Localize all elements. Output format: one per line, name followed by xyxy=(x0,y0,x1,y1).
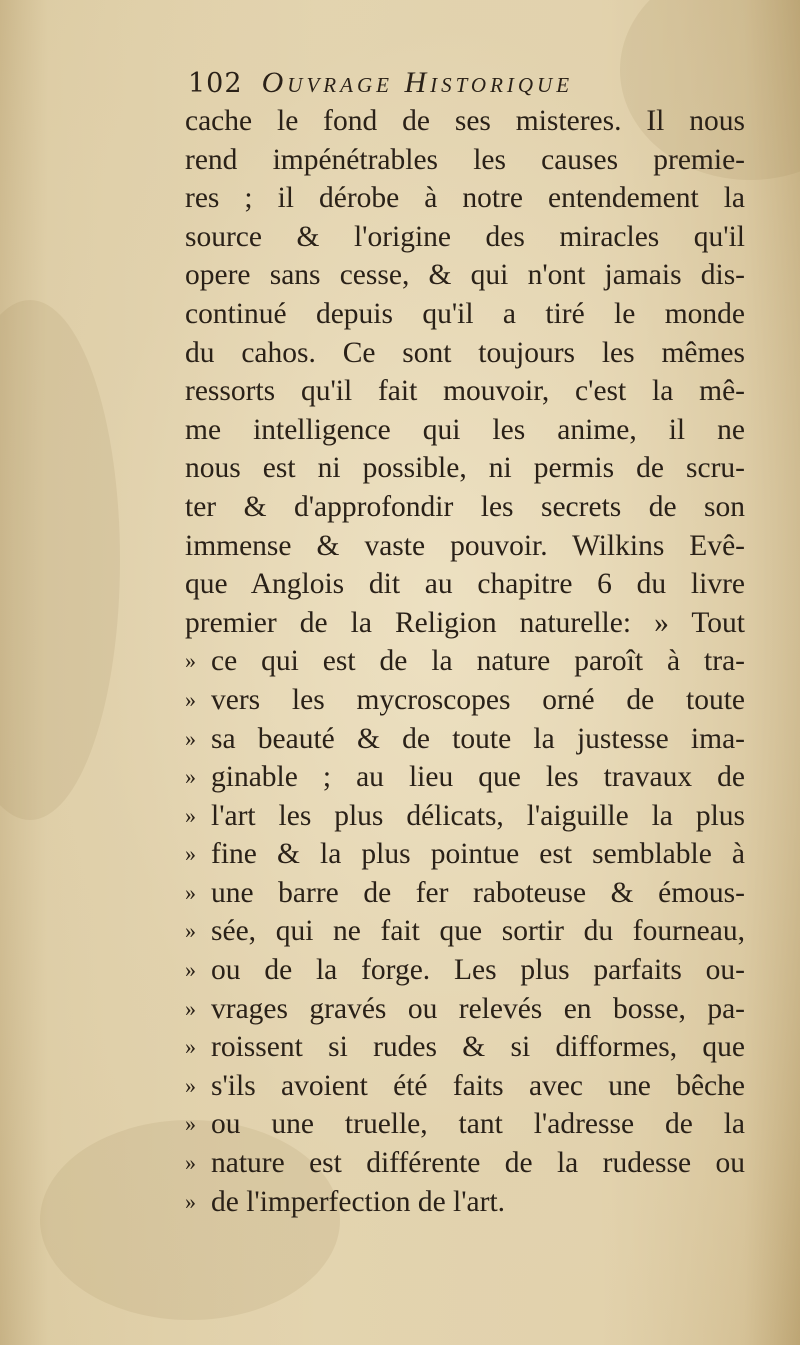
quote-line xyxy=(185,912,745,951)
quote-mark: » xyxy=(185,1111,196,1137)
text-line: continué depuis qu'il a tiré le monde xyxy=(185,297,745,330)
quote-text: vrages gravés ou relevés en bosse, pa- xyxy=(211,992,745,1025)
quote-line xyxy=(185,1183,745,1222)
text-line: me intelligence qui les anime, il ne xyxy=(185,413,745,446)
quote-mark: » xyxy=(185,841,196,867)
running-title: Ouvrage Historique xyxy=(261,66,574,99)
quote-line xyxy=(185,1105,745,1144)
text-line: du cahos. Ce sont toujours les mêmes xyxy=(185,336,745,369)
quote-text: nature est différente de la rudesse ou xyxy=(211,1147,745,1180)
quote-text: roissent si rudes & si difformes, que xyxy=(211,1031,745,1064)
quote-text: sa beauté & de toute la justesse ima- xyxy=(211,722,745,755)
text-line: que Anglois dit au chapitre 6 du livre xyxy=(185,568,745,601)
quote-line xyxy=(185,1028,745,1067)
text-line: cache le fond de ses misteres. Il nous xyxy=(185,105,745,137)
paper-stain xyxy=(0,300,120,820)
quote-line xyxy=(185,797,745,836)
quote-line xyxy=(185,758,745,797)
text-line: ter & d'approfondir les secrets de son xyxy=(185,490,745,523)
text-line: immense & vaste pouvoir. Wilkins Evê- xyxy=(185,529,745,562)
quote-text: ou de la forge. Les plus parfaits ou- xyxy=(211,954,745,987)
quote-line xyxy=(185,874,745,913)
quote-line xyxy=(185,681,745,720)
text-line: rend impénétrables les causes premie- xyxy=(185,143,745,176)
quote-line xyxy=(185,1144,745,1183)
quote-text: l'art les plus délicats, l'aiguille la plus xyxy=(211,799,745,832)
text-line: nous est ni possible, ni permis de scru- xyxy=(185,452,745,485)
text-line: premier de la Religion naturelle: » Tout xyxy=(185,606,745,639)
quote-mark: » xyxy=(185,686,196,712)
quote-mark: » xyxy=(185,802,196,828)
quote-text: de l'imperfection de l'art. xyxy=(211,1185,506,1218)
quote-line xyxy=(185,835,745,874)
text-line: opere sans cesse, & qui n'ont jamais dis- xyxy=(185,259,745,292)
quote-mark: » xyxy=(185,879,196,905)
quote-mark: » xyxy=(185,1188,196,1214)
quote-text: vers les mycroscopes orné de toute xyxy=(211,683,745,716)
quote-mark: » xyxy=(185,1150,196,1176)
quote-text: une barre de fer raboteuse & émous- xyxy=(211,876,745,909)
quote-line xyxy=(185,1067,745,1106)
quote-text: ginable ; au lieu que les travaux de xyxy=(211,761,745,794)
quote-line xyxy=(185,720,745,759)
quote-mark: » xyxy=(185,1072,196,1098)
quote-line xyxy=(185,951,745,990)
quote-text: fine & la plus pointue est semblable à xyxy=(211,838,745,871)
text-line: ressorts qu'il fait mouvoir, c'est la mê- xyxy=(185,375,745,408)
quote-mark: » xyxy=(185,764,196,790)
body-text xyxy=(185,102,745,1221)
page-number: 102 xyxy=(188,68,243,99)
quote-line xyxy=(185,642,745,681)
quote-mark: » xyxy=(185,995,196,1021)
quote-text: s'ils avoient été faits avec une bêche xyxy=(211,1069,745,1102)
quote-mark: » xyxy=(185,1034,196,1060)
quote-text: ce qui est de la nature paroît à tra- xyxy=(211,645,745,678)
quote-text: ou une truelle, tant l'adresse de la xyxy=(211,1108,745,1141)
quote-line xyxy=(185,990,745,1029)
quote-text: sée, qui ne fait que sortir du fourneau, xyxy=(211,915,745,948)
text-line: source & l'origine des miracles qu'il xyxy=(185,220,745,253)
quote-mark: » xyxy=(185,725,196,751)
quote-mark: » xyxy=(185,648,196,674)
quote-mark: » xyxy=(185,957,196,983)
text-line: res ; il dérobe à notre entendement la xyxy=(185,182,745,215)
quote-mark: » xyxy=(185,918,196,944)
